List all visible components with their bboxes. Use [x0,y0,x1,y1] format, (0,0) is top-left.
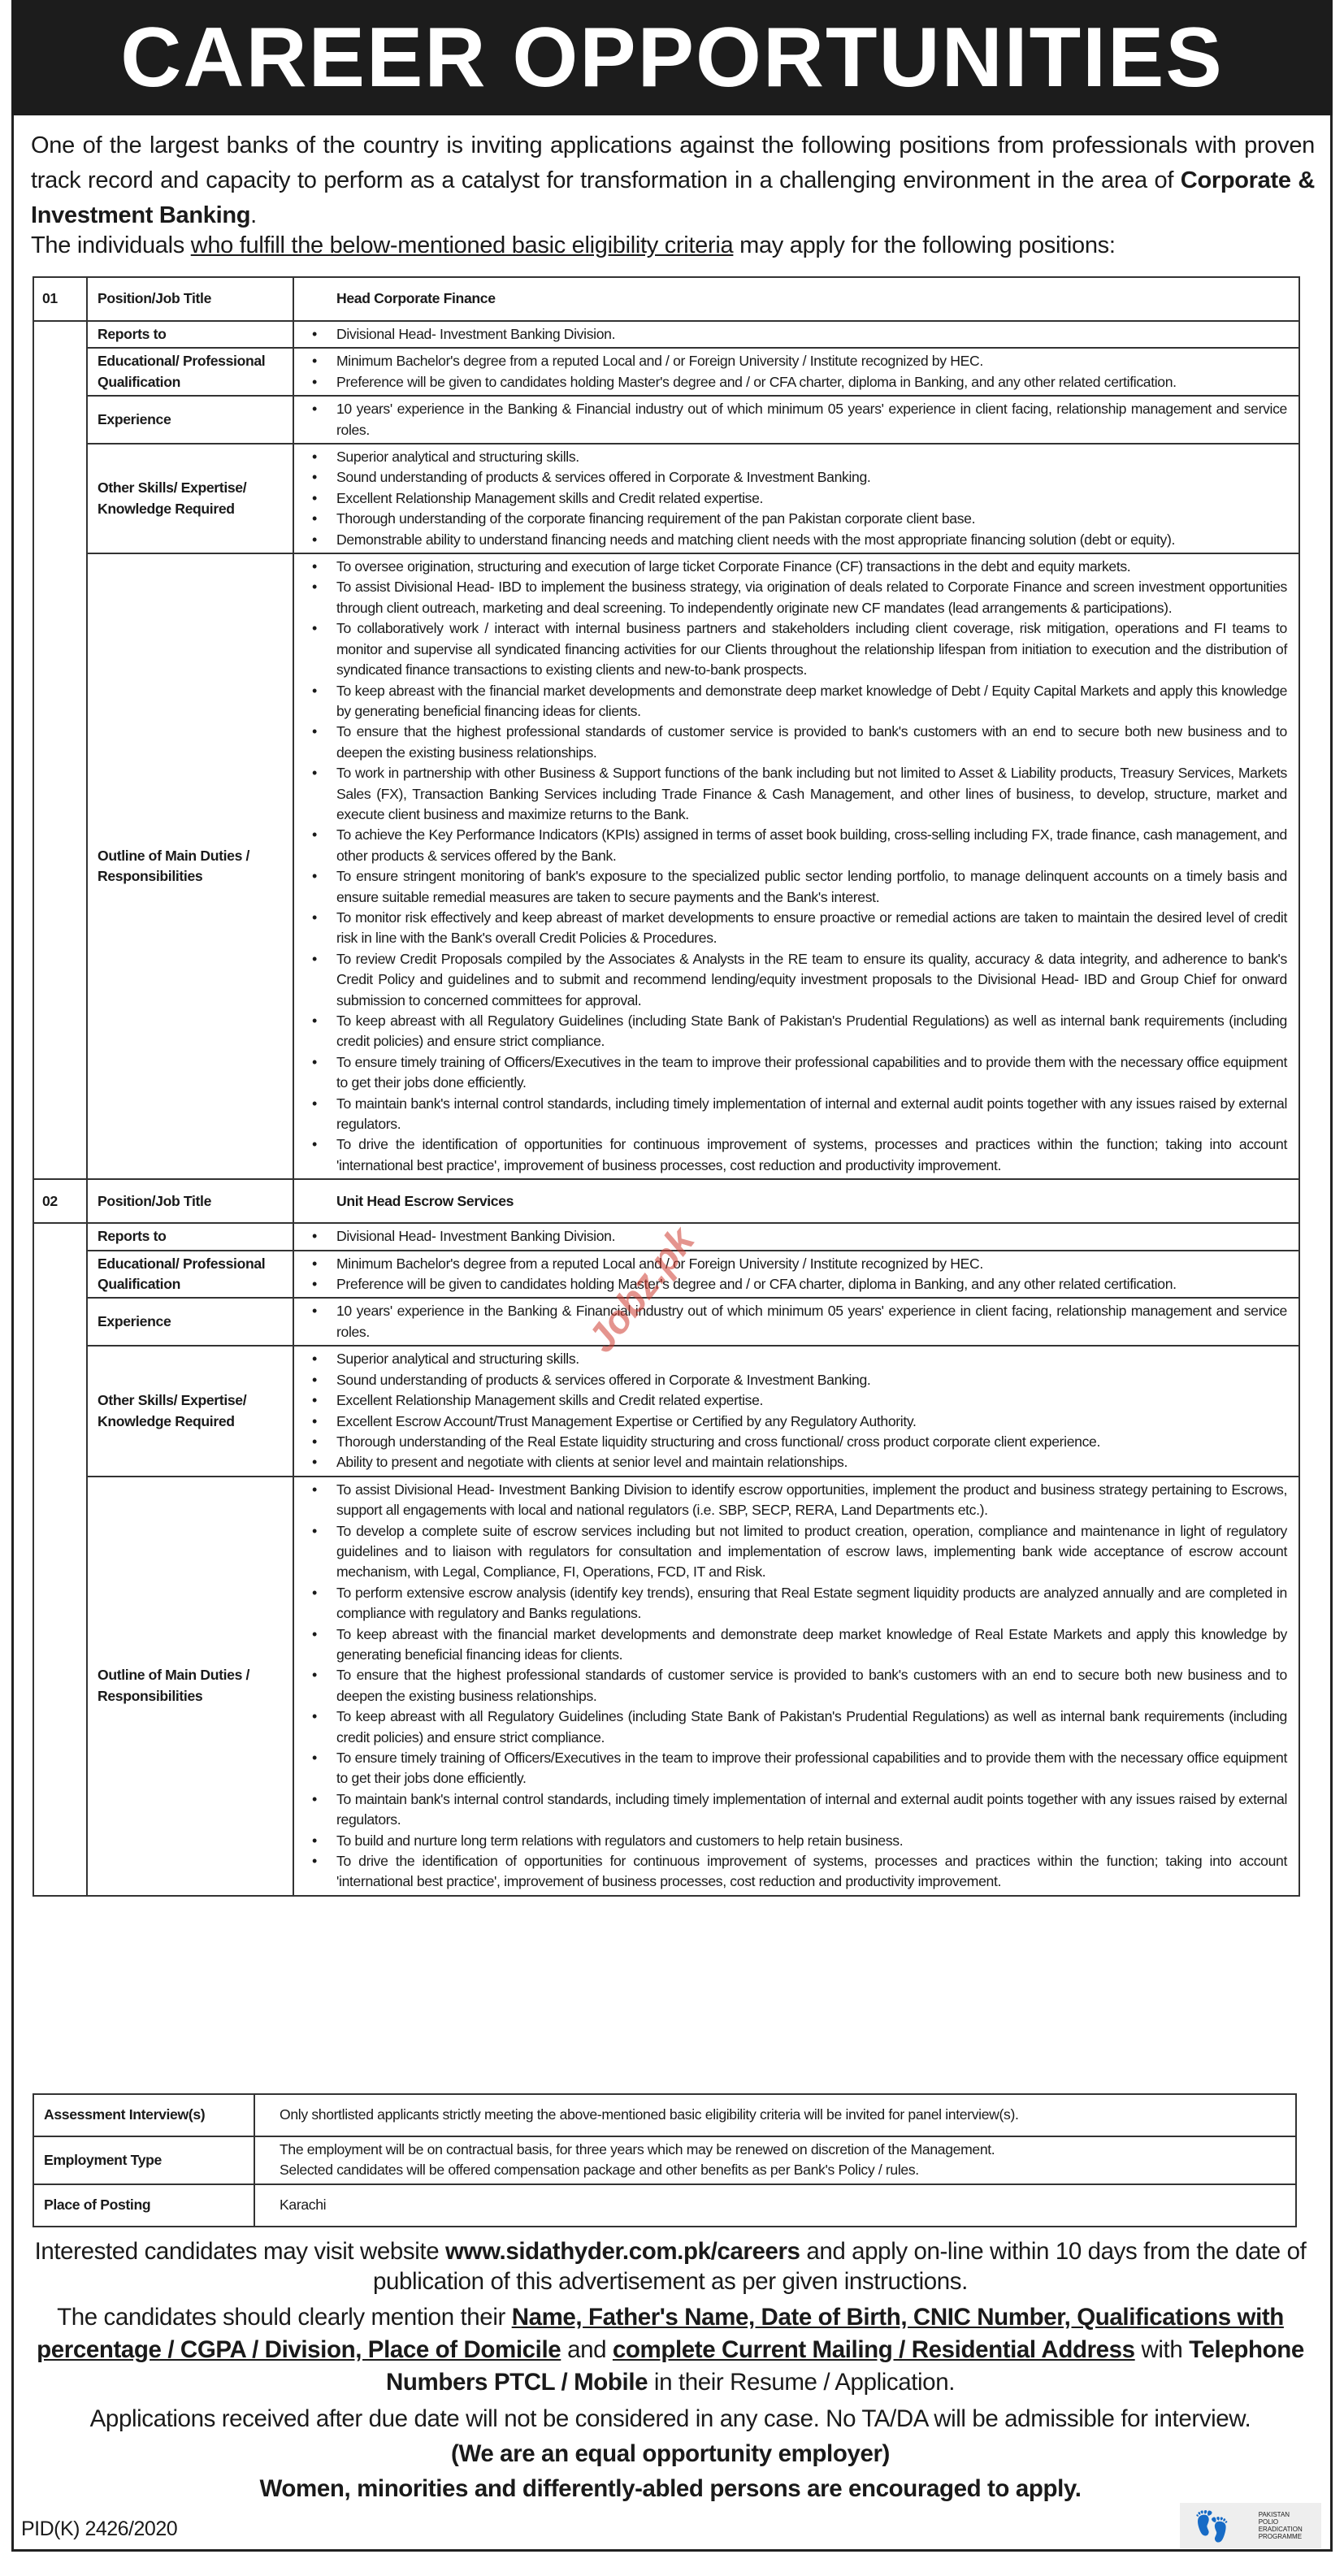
footer-paragraph [33,2404,1308,2434]
bullet-list [312,557,1287,1176]
criteria-label: Experience [87,1298,293,1346]
criteria-row [33,444,1299,553]
criteria-value [293,1346,1299,1476]
terms-value [254,2184,1296,2227]
criteria-value [293,348,1299,396]
position-title: Head Corporate Finance [293,277,1299,321]
criteria-row [33,1477,1299,1896]
terms-table [33,2093,1297,2227]
bullet-list [312,1301,1287,1342]
list-item: • To develop a complete suite of escrow services including but not limited to product creation, operation, compliance and maintenance in light of regulatory guidelines and to liaison with regulators for consultation and implementation of escrow laws, implementing bank wide acceptance of escrow account mechanism, with Legal, Compliance, FI, Operations, FCD, IT and Risk. [312,1521,1287,1583]
list-item: • To maintain bank's internal control standards, including timely implementation of internal and external audit points together with any issues raised by external regulators. [312,1789,1287,1831]
list-item: • Excellent Relationship Management skills and Credit related expertise. [312,1390,1287,1411]
footer-text: and [561,2336,613,2363]
emphasis-text: Women, minorities and differently-abled persons are encouraged to apply. [259,2475,1082,2502]
intro-end: . [250,202,257,228]
terms-label: Place of Posting [33,2184,254,2227]
criteria-label: Educational/ Professional Qualification [87,1251,293,1299]
terms-line: Only shortlisted applicants strictly meeting the above-mentioned basic eligibility criteria will be invited for panel interview(s). [280,2106,1019,2123]
eligibility-line [31,229,1315,262]
list-item: • To assist Divisional Head- Investment Banking Division to identify escrow opportunities, implement the product and business strategy pertaining to Escrows, support all engagements with local and national regulators (i.e. SBP, SECP, RERA, Land Departments etc.). [312,1480,1287,1521]
criteria-label: Outline of Main Duties / Responsibilities [87,553,293,1179]
position-row [33,277,1299,321]
list-item: • Thorough understanding of the Real Estate liquidity structuring and cross functional/ cross product corporate client experience. [312,1432,1287,1452]
criteria-row [33,396,1299,444]
list-item: • To ensure timely training of Officers/Executives in the team to improve their professional capabilities and to provide them with the necessary office equipment to get their jobs done efficiently. [312,1052,1287,1094]
list-item: • To keep abreast with all Regulatory Guidelines (including State Bank of Pakistan's Prudential Regulations) as well as internal bank requirements (including credit policies) and ensure strict compliance. [312,1011,1287,1052]
footer-text: Interested candidates may visit website [34,2238,445,2265]
list-item: • To maintain bank's internal control standards, including timely implementation of internal and external audit points together with any issues raised by external regulators. [312,1094,1287,1135]
list-item: • To keep abreast with the financial market developments and demonstrate deep market knowledge of Real Estate Markets and apply this knowledge by generating beneficial financing ideas for clients. [312,1624,1287,1666]
bullet-list [312,351,1287,392]
criteria-label: Reports to [87,321,293,348]
list-item: • To oversee origination, structuring and execution of large ticket Corporate Finance (CF) transactions in the debt and equity markets. [312,557,1287,577]
list-item: • Sound understanding of products & services offered in Corporate & Investment Banking. [312,467,1287,488]
intro-paragraph [31,128,1315,233]
criteria-label: Experience [87,396,293,444]
criteria-row [33,1298,1299,1346]
criteria-row [33,553,1299,1179]
emphasis-text: Telephone Numbers PTCL / Mobile [385,2336,1304,2396]
blank-cell [33,1223,87,1896]
criteria-label: Educational/ Professional Qualification [87,348,293,396]
list-item: • 10 years' experience in the Banking & Financial industry out of which minimum 05 years' experience in client facing, relationship management and service roles. [312,399,1287,440]
position-label: Position/Job Title [87,1179,293,1223]
list-item: • To keep abreast with the financial market developments and demonstrate deep market knowledge of Debt / Equity Capital Markets and apply this knowledge by generating beneficial financing ideas for clients. [312,681,1287,722]
bullet-list [312,1254,1287,1295]
list-item: • To drive the identification of opportunities for continuous improvement of systems, processes and practices within the function; taking into account 'international best practice', improvement of business processes, cost reduction and productivity improvement. [312,1851,1287,1893]
footer-paragraph [33,2301,1308,2399]
footer-paragraph [33,2474,1308,2504]
criteria-value [293,444,1299,553]
list-item: • To work in partnership with other Business & Support functions of the bank including but not limited to Asset & Liability products, Treasury Services, Markets Sales (FX), Transaction Banking Services including Trade Finance & Cash Management, and other lines of business, to develop, structure, market and execute client business and maximize returns to the Bank. [312,763,1287,825]
list-item: • Thorough understanding of the corporate financing requirement of the pan Pakistan corporate client base. [312,509,1287,529]
watermark: Jobz.pk [579,1219,704,1361]
criteria-row [33,321,1299,348]
footer-paragraph [33,2236,1308,2296]
emphasis-text: complete Current Mailing / Residential Address [612,2336,1135,2363]
terms-row [33,2184,1296,2227]
bullet-list [312,324,1287,345]
list-item: • To achieve the Key Performance Indicators (KPIs) assigned in terms of asset book building, cross-selling including FX, trade finance, cash management, and other products & services offered by the Bank. [312,825,1287,866]
footer-paragraph [33,2439,1308,2469]
criteria-label: Other Skills/ Expertise/ Knowledge Required [87,1346,293,1476]
blank-cell [33,321,87,1179]
footer-text: Applications received after due date will not be considered in any case. No TA/DA will be admissible for interview. [89,2405,1251,2432]
eligibility-text: The individuals [31,232,191,258]
position-title: Unit Head Escrow Services [293,1179,1299,1223]
list-item: • Superior analytical and structuring skills. [312,1349,1287,1369]
footer-text: and apply on-line within 10 days from the date of publication of this advertisement as per given instructions. [373,2238,1307,2295]
terms-line: Selected candidates will be offered compensation package and other benefits as per Bank's Policy / rules. [280,2162,919,2179]
bullet-list [312,1226,1287,1247]
emphasis-text: Name, Father's Name, Date of Birth, CNIC Number, Qualifications with percentage / CGPA / Division, Place of Domicile [37,2304,1284,2363]
criteria-value [293,396,1299,444]
list-item: • Demonstrable ability to understand financing needs and matching client needs with the most appropriate financing solution (debt or equity). [312,530,1287,550]
list-item: • To ensure that the highest professional standards of customer service is provided to bank's customers with an end to secure both new business and to deepen the existing business relationships. [312,722,1287,763]
list-item: • Excellent Escrow Account/Trust Management Expertise or Certified by any Regulatory Authority. [312,1412,1287,1432]
intro-area: Corporate & Investment Banking [31,167,1315,228]
terms-row [33,2136,1296,2184]
page-title: CAREER OPPORTUNITIES [11,0,1333,115]
list-item: • Ability to present and negotiate with clients at senior level and maintain relationships. [312,1452,1287,1472]
terms-label: Assessment Interview(s) [33,2094,254,2136]
criteria-value [293,321,1299,348]
list-item: • To ensure timely training of Officers/Executives in the team to improve their professional capabilities and to provide them with the necessary office equipment to get their jobs done efficiently. [312,1748,1287,1789]
footer-text: in their Resume / Application. [648,2369,955,2396]
application-instructions [33,2236,1308,2509]
footer-text: with [1134,2336,1190,2363]
terms-value [254,2094,1296,2136]
criteria-value [293,1477,1299,1896]
list-item: • To perform extensive escrow analysis (identify key trends), ensuring that Real Estate segment liquidity products are analyzed annually and are completed in compliance with regulatory and Banks regulations. [312,1583,1287,1624]
criteria-label: Reports to [87,1223,293,1250]
bullet-list [312,399,1287,440]
position-number: 02 [33,1179,87,1223]
bullet-list [312,447,1287,550]
logo-text: PAKISTAN POLIO ERADICATION PROGRAMME [1258,2511,1303,2540]
terms-line: Karachi [280,2197,327,2214]
criteria-value [293,1223,1299,1250]
list-item: • Superior analytical and structuring skills. [312,447,1287,467]
criteria-row [33,1346,1299,1476]
list-item: • Minimum Bachelor's degree from a reputed Local and / or Foreign University / Institute recognized by HEC. [312,1254,1287,1274]
footprints-icon: 👣 [1194,2509,1231,2543]
criteria-row [33,348,1299,396]
terms-value [254,2136,1296,2184]
list-item: • Divisional Head- Investment Banking Division. [312,1226,1287,1247]
intro-text: One of the largest banks of the country is inviting applications against the following positions from professionals with proven track record and capacity to perform as a catalyst for transformation in a challenging environment in the area of [31,132,1315,193]
footer-text: The candidates should clearly mention their [57,2304,512,2331]
emphasis-text: www.sidathyder.com.pk/careers [445,2238,800,2265]
list-item: • 10 years' experience in the Banking & Financial industry out of which minimum 05 years' experience in client facing, relationship management and service roles. [312,1301,1287,1342]
terms-row [33,2094,1296,2136]
list-item: • Minimum Bachelor's degree from a reputed Local and / or Foreign University / Institute recognized by HEC. [312,351,1287,371]
terms-line: The employment will be on contractual basis, for three years which may be renewed on discretion of the Management. [280,2141,995,2158]
list-item: • To ensure that the highest professional standards of customer service is provided to bank's customers with an end to secure both new business and to deepen the existing business relationships. [312,1665,1287,1706]
list-item: • Excellent Relationship Management skills and Credit related expertise. [312,488,1287,509]
positions-table [33,276,1300,1897]
emphasis-text: (We are an equal opportunity employer) [451,2440,890,2467]
criteria-value [293,553,1299,1179]
terms-label: Employment Type [33,2136,254,2184]
criteria-label: Other Skills/ Expertise/ Knowledge Required [87,444,293,553]
list-item: • To monitor risk effectively and keep abreast of market developments to ensure proactive or remedial actions are taken to maintain the desired level of credit risk in line with the Bank's overall Credit Policies & Procedures. [312,908,1287,949]
list-item: • Divisional Head- Investment Banking Division. [312,324,1287,345]
position-row [33,1179,1299,1223]
criteria-value [293,1251,1299,1299]
bullet-list [312,1349,1287,1472]
list-item: • To keep abreast with all Regulatory Guidelines (including State Bank of Pakistan's Prudential Regulations) as well as internal bank requirements (including credit policies) and ensure strict compliance. [312,1706,1287,1748]
position-number: 01 [33,277,87,321]
eligibility-underlined: who fulfill the below-mentioned basic eligibility criteria [190,232,734,258]
list-item: • To drive the identification of opportunities for continuous improvement of systems, processes and practices within the function; taking into account 'international best practice', improvement of business processes, cost reduction and productivity improvement. [312,1134,1287,1176]
list-item: • To build and nurture long term relations with regulators and customers to help retain business. [312,1831,1287,1851]
list-item: • To collaboratively work / interact with internal business partners and stakeholders including client coverage, risk mitigation, operations and FI teams to monitor and supervise all syndicated financing activities for our Clients throughout the relationship lifespan from initiation to execution and the distribution of syndicated finance transactions to existing clients and new-to-bank prospects. [312,618,1287,680]
list-item: • To review Credit Proposals compiled by the Associates & Analysts in the RE team to ensure its quality, accuracy & data integrity, and adherence to bank's Credit Policy and guidelines and to submit and recommend lending/equity investment proposals to the Divisional Head- IBD and Group Chief for onward submission to concerned committees for approval. [312,949,1287,1011]
list-item: • Preference will be given to candidates holding Master's degree and / or CFA charter, diploma in Banking, and any other related certification. [312,372,1287,392]
list-item: • To assist Divisional Head- IBD to implement the business strategy, via origination of deals related to Corporate Finance and screen investment opportunities through client outreach, marketing and deal screening. To independently originate new CF mandates (lead arrangements & participations). [312,577,1287,618]
eligibility-text-end: may apply for the following positions: [733,232,1116,258]
position-label: Position/Job Title [87,277,293,321]
criteria-label: Outline of Main Duties / Responsibilities [87,1477,293,1896]
bullet-list [312,1480,1287,1893]
list-item: • To ensure stringent monitoring of bank's exposure to the specialized public sector lending portfolio, to manage delinquent accounts on a timely basis and ensure suitable remedial measures are taken to secure payments and the Bank's interest. [312,866,1287,908]
list-item: • Preference will be given to candidates holding Master's degree and / or CFA charter, diploma in Banking, and any other related certification. [312,1274,1287,1295]
polio-programme-logo [1180,2503,1321,2548]
pid-number: PID(K) 2426/2020 [21,2517,178,2540]
criteria-value [293,1298,1299,1346]
list-item: • Sound understanding of products & services offered in Corporate & Investment Banking. [312,1370,1287,1390]
